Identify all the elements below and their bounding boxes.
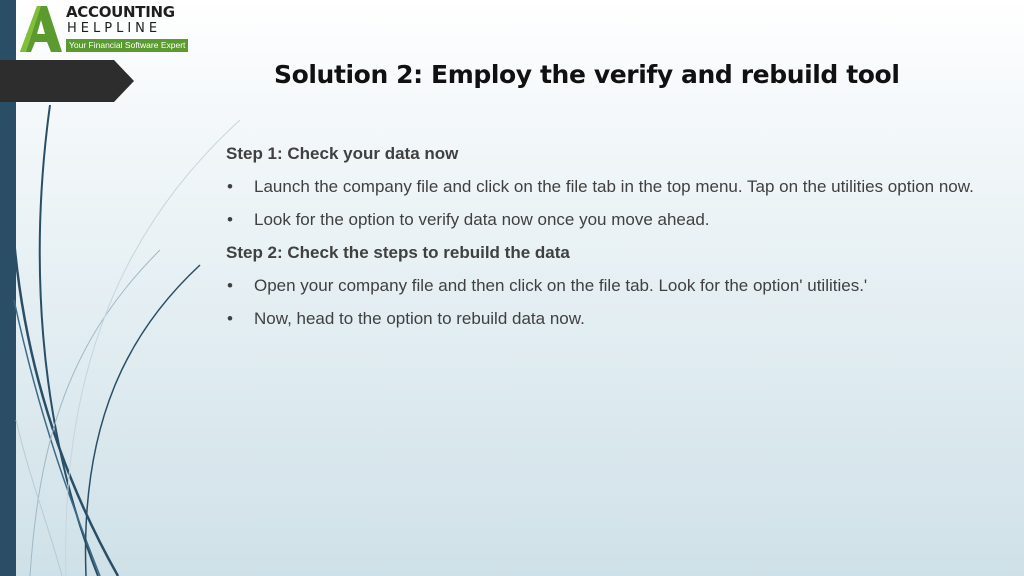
bullet-item bbox=[226, 175, 986, 198]
logo-line2: HELPLINE bbox=[67, 21, 162, 36]
bullet-item bbox=[226, 307, 986, 330]
bullet-text: Open your company file and then click on the file tab. Look for the option' utilities.' bbox=[254, 276, 868, 295]
step-heading: Step 2: Check the steps to rebuild the data bbox=[226, 243, 570, 262]
bullet-item bbox=[226, 208, 986, 231]
bullet-text: Look for the option to verify data now once you move ahead. bbox=[254, 210, 710, 229]
bullet-text: Now, head to the option to rebuild data now. bbox=[254, 309, 585, 328]
bullet-icon: • bbox=[227, 309, 233, 328]
slide-content bbox=[226, 142, 986, 340]
bullet-icon: • bbox=[227, 210, 233, 229]
bullet-item bbox=[226, 274, 986, 297]
logo-tagline: Your Financial Software Expert bbox=[66, 39, 188, 52]
step-heading: Step 1: Check your data now bbox=[226, 144, 459, 163]
slide-title: Solution 2: Employ the verify and rebuild tool bbox=[274, 60, 900, 89]
logo-a-icon bbox=[20, 4, 62, 54]
logo-line1: ACCOUNTING bbox=[66, 3, 175, 21]
bullet-icon: • bbox=[227, 276, 233, 295]
accounting-helpline-logo bbox=[20, 3, 186, 54]
bullet-text: Launch the company file and click on the file tab in the top menu. Tap on the utilities option now. bbox=[254, 177, 974, 196]
bullet-icon: • bbox=[227, 177, 233, 196]
title-banner-arrow bbox=[0, 60, 134, 102]
